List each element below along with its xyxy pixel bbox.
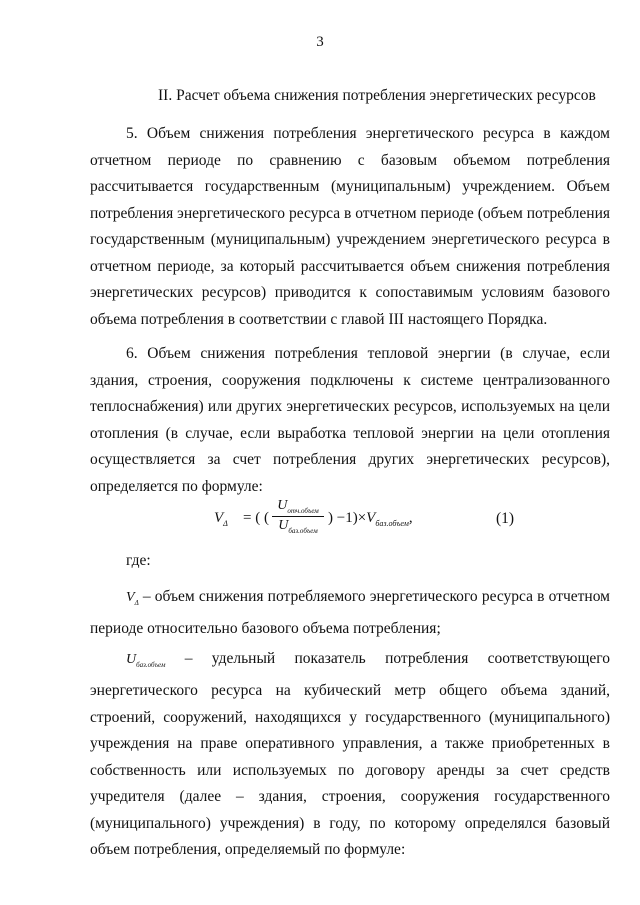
paragraph-5: 5. Объем снижения потребления энергетического ресурса в каждом отчетном периоде по сравнению с базовым объемом потребления рассчитывается государственным (муниципальным) учреждением. Объем потребления энергетического ресурса в отчетном периоде (объем потребления государственным (муниципальным) учреждением энергетического ресурса в отчетном периоде, за который рассчитывается объем снижения потребления энергетических ресурсов) приводится к сопоставимым условиям базового объема потребления в соответствии с главой III настоящего Порядка. <box>90 125 610 328</box>
formula-equals-open: = ( ( <box>243 510 269 526</box>
definition-v-delta <box>90 584 610 643</box>
definition-u-base <box>90 646 610 864</box>
formula-lhs <box>214 510 228 528</box>
symbol-letter: V <box>126 590 135 605</box>
denominator-symbol: U <box>278 517 289 533</box>
formula-number: (1) <box>496 510 515 527</box>
definition-symbol <box>126 652 165 667</box>
formula-1 <box>0 498 640 544</box>
page-number: 3 <box>316 34 324 50</box>
formula-fraction <box>272 498 324 535</box>
formula-lhs-symbol: V <box>214 510 224 526</box>
formula-rhs-subscript: баз.объем <box>375 519 409 528</box>
symbol-letter: U <box>126 652 137 667</box>
numerator-subscript: отч.объем <box>287 506 319 515</box>
definition-text: – объем снижения потребляемого энергетического ресурса в отчетном периоде относительно базового объема потребления; <box>90 588 610 638</box>
numerator-symbol: U <box>277 498 288 513</box>
section-heading: II. Расчет объема снижения потребления энергетических ресурсов <box>158 87 596 104</box>
definition-text: – удельный показатель потребления соответствующего энергетического ресурса на кубический метр общего объема зданий, строений, сооружений, находящихся у государственного (муниципального) учреждения на праве оперативного управления, а также приобретенных в собственность или используемых по договору аренды за счет средств учредителя (далее – здания, строения, сооружения государственного (муниципального) учреждения) в году, по которому определялся базовый объем потребления, определяемый по формуле: <box>90 650 610 859</box>
symbol-subscript: баз.объем <box>136 660 166 669</box>
formula-rhs-symbol: V <box>366 510 376 526</box>
formula-lhs-subscript: Δ <box>223 519 228 528</box>
formula-rhs <box>328 510 413 528</box>
denominator-subscript: баз.объем <box>288 526 318 535</box>
formula-trailing: , <box>408 510 413 526</box>
formula-numerator <box>272 498 324 517</box>
paragraph-6: 6. Объем снижения потребления тепловой энергии (в случае, если здания, строения, сооружения подключены к системе централизованного теплоснабжения) или других энергетических ресурсов, используемых на цели отопления (в случае, если выработка тепловой энергии на цели отопления осуществляется за счет потребления других энергетических ресурсов), определяется по формуле: <box>90 345 610 495</box>
formula-denominator <box>272 517 324 535</box>
definition-symbol <box>126 590 139 605</box>
symbol-subscript: Δ <box>134 598 139 607</box>
formula-close-part: ) −1)× <box>328 510 367 526</box>
where-label: где: <box>126 552 151 569</box>
